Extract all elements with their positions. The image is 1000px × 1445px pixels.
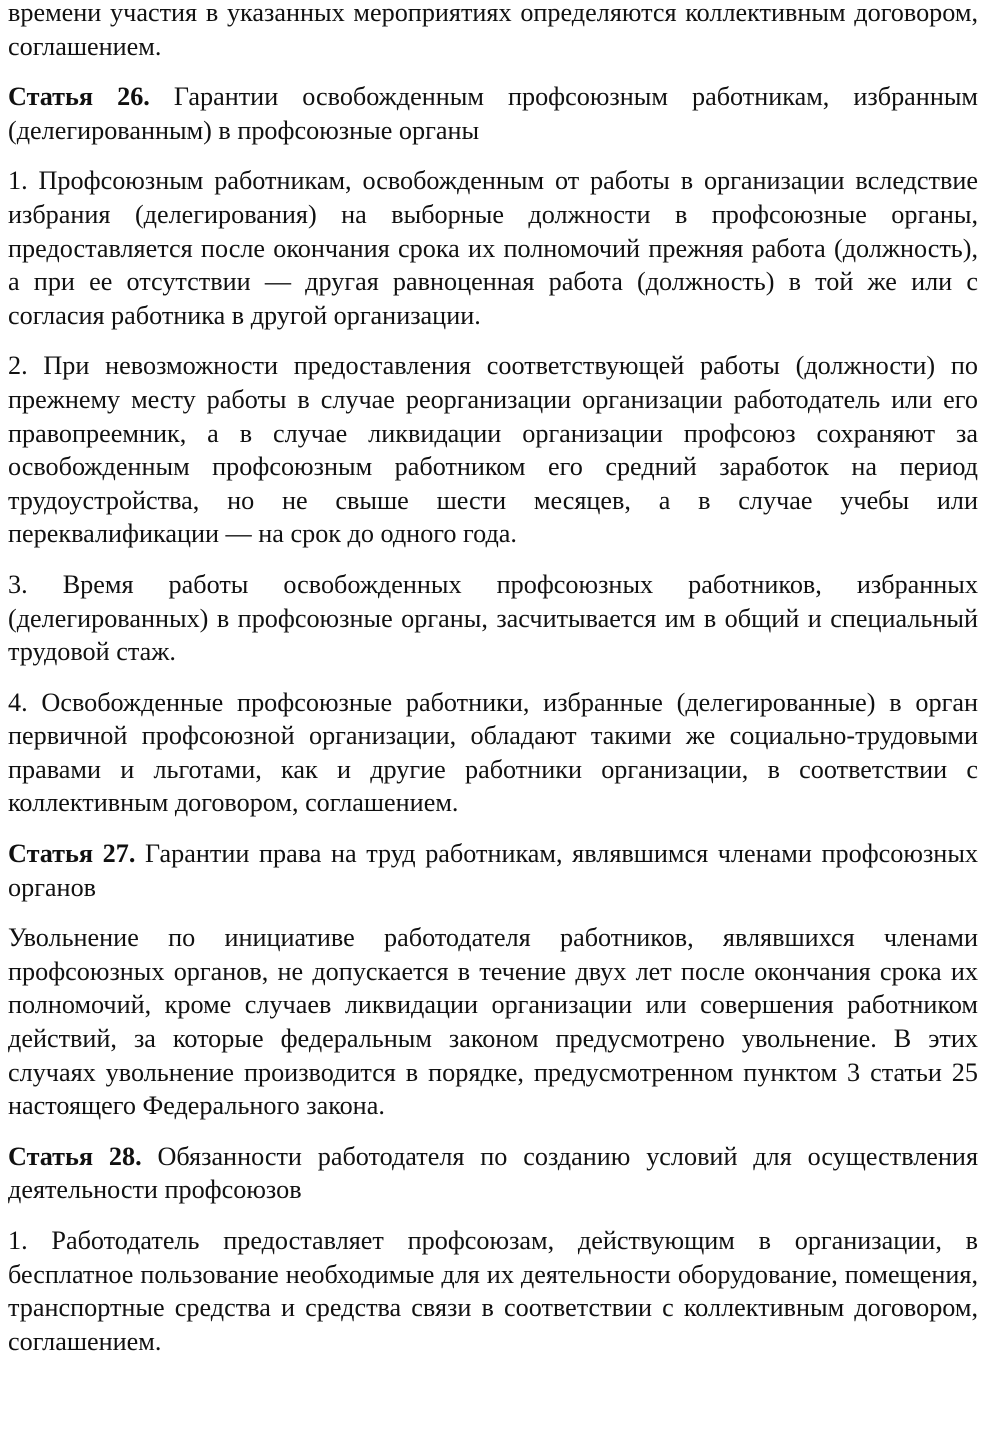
article-26-heading <box>8 80 978 147</box>
article-26-label: Статья 26. <box>8 82 150 112</box>
article-26-title: Гарантии освобожденным профсоюзным работникам, избранным (делегированным) в профсоюзные органы <box>8 82 978 145</box>
article-26-clause-2: 2. При невозможности предоставления соответствующей работы (должности) по прежнему месту работы в случае реорганизации организации работодатель или его правопреемник, а в случае ликвидации организации профсоюз сохраняют за освобожденным профсоюзным работником его средний заработок на период трудоустройства, но не свыше шести месяцев, а в случае учебы или переквалификации — на срок до одного года. <box>8 351 978 549</box>
document-page <box>8 0 978 1375</box>
article-27-title: Гарантии права на труд работникам, являвшимся членами профсоюзных органов <box>8 839 979 902</box>
paragraph-continuation: времени участия в указанных мероприятиях определяются коллективным договором, соглашением. <box>8 0 978 61</box>
article-28-label: Статья 28. <box>8 1141 142 1171</box>
article-26-clause-3: 3. Время работы освобожденных профсоюзных работников, избранных (делегированных) в профсоюзные органы, засчитывается им в общий и специальный трудовой стаж. <box>8 569 978 667</box>
article-28-title: Обязанности работодателя по созданию условий для осуществления деятельности профсоюзов <box>8 1141 978 1205</box>
article-26-clause-4: 4. Освобожденные профсоюзные работники, избранные (делегированные) в орган первичной профсоюзной организации, обладают такими же социально-трудовыми правами и льготами, как и другие работники организации, в соответствии с коллективным договором, соглашением. <box>8 687 978 818</box>
article-28-heading <box>8 1140 978 1207</box>
article-27-heading <box>8 837 978 904</box>
article-27-body: Увольнение по инициативе работодателя работников, являвшихся членами профсоюзных органов, не допускается в течение двух лет после окончания срока их полномочий, кроме случаев ликвидации организации или совершения работником действий, за которые федеральным законом предусмотрено увольнение. В этих случаях увольнение производится в порядке, предусмотренном пунктом 3 статьи 25 настоящего Федерального закона. <box>8 923 978 1121</box>
article-28-clause-1: 1. Работодатель предоставляет профсоюзам, действующим в организации, в бесплатное пользование необходимые для их деятельности оборудование, помещения, транспортные средства и средства связи в соответствии с коллективным договором, соглашением. <box>8 1226 978 1356</box>
article-27-label: Статья 27. <box>8 839 136 869</box>
article-26-clause-1: 1. Профсоюзным работникам, освобожденным от работы в организации вследствие избрания (делегирования) на выборные должности в профсоюзные органы, предоставляется после окончания срока их полномочий прежняя работа (должность), а при ее отсутствии — другая равноценная работа (должность) в той же или с согласия работника в другой организации. <box>8 166 978 330</box>
